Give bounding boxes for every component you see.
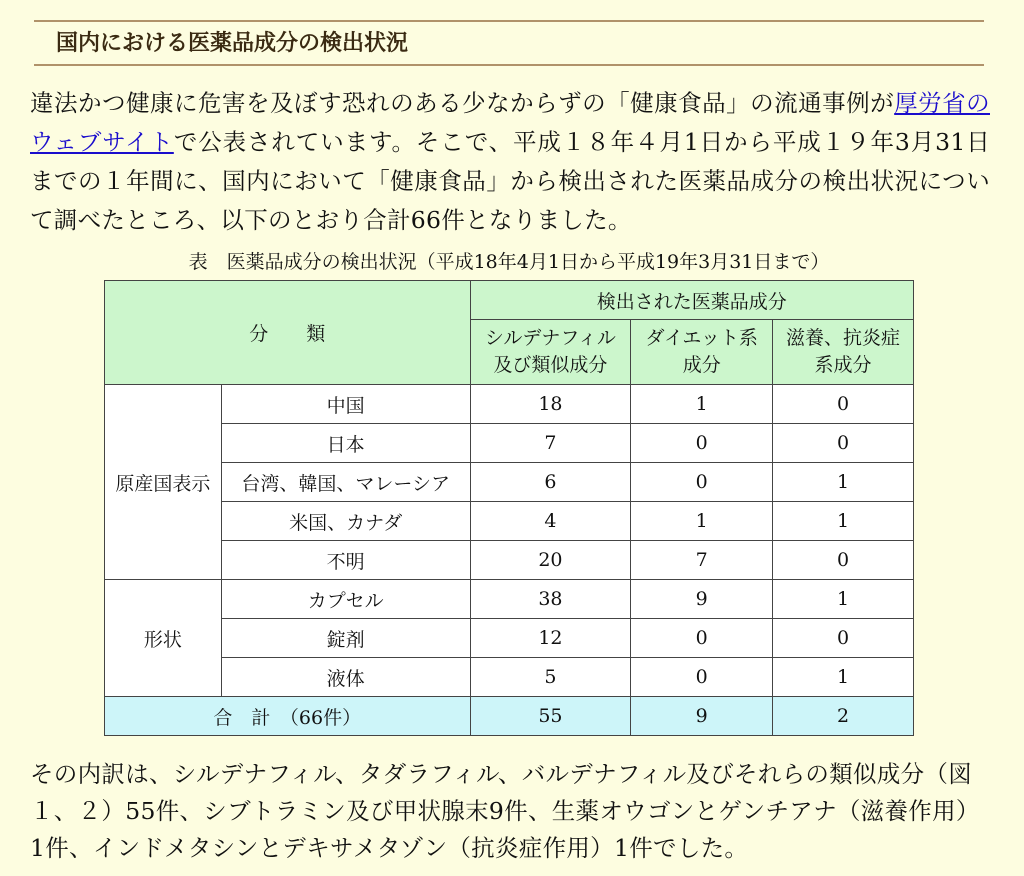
total-label: 合 計 （66件） bbox=[105, 697, 471, 736]
cell-value: 18 bbox=[470, 385, 631, 424]
total-value: 55 bbox=[470, 697, 631, 736]
cell-value: 0 bbox=[631, 463, 773, 502]
mhlw-website-link[interactable]: 厚労省のウェブサイト bbox=[30, 89, 990, 156]
total-value: 2 bbox=[773, 697, 914, 736]
cell-value: 7 bbox=[470, 424, 631, 463]
header-col-nourish-text: 滋養、抗炎症 系成分 bbox=[786, 327, 901, 376]
row-label: 台湾、韓国、マレーシア bbox=[221, 463, 470, 502]
row-label: 米国、カナダ bbox=[221, 502, 470, 541]
cell-value: 0 bbox=[631, 424, 773, 463]
cell-value: 4 bbox=[470, 502, 631, 541]
table-header-row bbox=[105, 281, 914, 320]
cell-value: 1 bbox=[773, 502, 914, 541]
row-label: 不明 bbox=[221, 541, 470, 580]
header-col-nourish bbox=[773, 320, 914, 385]
cell-value: 1 bbox=[773, 658, 914, 697]
header-category: 分 類 bbox=[105, 281, 471, 385]
row-label: 中国 bbox=[221, 385, 470, 424]
cell-value: 7 bbox=[631, 541, 773, 580]
header-col-sildenafil-text: シルデナフィル 及び類似成分 bbox=[484, 327, 616, 376]
cell-value: 1 bbox=[773, 463, 914, 502]
table-row bbox=[105, 385, 914, 424]
table-row bbox=[105, 541, 914, 580]
table-row bbox=[105, 502, 914, 541]
row-label: 液体 bbox=[221, 658, 470, 697]
table-caption: 表 医薬品成分の検出状況（平成18年4月1日から平成19年3月31日まで） bbox=[188, 251, 830, 273]
group-label: 原産国表示 bbox=[105, 385, 222, 580]
table-row bbox=[105, 619, 914, 658]
cell-value: 0 bbox=[773, 424, 914, 463]
table-row bbox=[105, 580, 914, 619]
cell-value: 1 bbox=[773, 580, 914, 619]
group-label: 形状 bbox=[105, 580, 222, 697]
cell-value: 0 bbox=[631, 658, 773, 697]
row-label: 日本 bbox=[221, 424, 470, 463]
header-detected: 検出された医薬品成分 bbox=[470, 281, 913, 320]
cell-value: 0 bbox=[631, 619, 773, 658]
detection-table bbox=[104, 280, 914, 736]
intro-text-after: で公表されています。そこで、平成１８年４月1日から平成１９年3月31日までの１年間に、国内において「健康食品」から検出された医薬品成分の検出状況について調べたところ、以下のとおり合計66件となりました。 bbox=[30, 128, 990, 234]
row-label: カプセル bbox=[221, 580, 470, 619]
header-col-diet-text: ダイエット系 成分 bbox=[645, 327, 758, 376]
cell-value: 0 bbox=[773, 619, 914, 658]
total-value: 9 bbox=[631, 697, 773, 736]
cell-value: 38 bbox=[470, 580, 631, 619]
cell-value: 0 bbox=[773, 385, 914, 424]
cell-value: 6 bbox=[470, 463, 631, 502]
cell-value: 12 bbox=[470, 619, 631, 658]
cell-value: 0 bbox=[773, 541, 914, 580]
cell-value: 1 bbox=[631, 502, 773, 541]
header-col-sildenafil bbox=[470, 320, 631, 385]
cell-value: 5 bbox=[470, 658, 631, 697]
intro-text-before: 違法かつ健康に危害を及ぼす恐れのある少なからずの「健康食品」の流通事例が bbox=[30, 89, 895, 117]
intro-paragraph bbox=[30, 84, 990, 240]
outro-paragraph: その内訳は、シルデナフィル、タダラフィル、バルデナフィル及びそれらの類似成分（図１、２）55件、シブトラミン及び甲状腺末9件、生薬オウゴンとゲンチアナ（滋養作用）1件、インドメタシンとデキサメタゾン（抗炎症作用）1件でした。 bbox=[30, 760, 980, 862]
section-title: 国内における医薬品成分の検出状況 bbox=[34, 20, 984, 66]
table-row bbox=[105, 424, 914, 463]
total-row bbox=[105, 697, 914, 736]
table-row bbox=[105, 463, 914, 502]
cell-value: 20 bbox=[470, 541, 631, 580]
row-label: 錠剤 bbox=[221, 619, 470, 658]
table-row bbox=[105, 658, 914, 697]
cell-value: 9 bbox=[631, 580, 773, 619]
header-col-diet bbox=[631, 320, 773, 385]
cell-value: 1 bbox=[631, 385, 773, 424]
